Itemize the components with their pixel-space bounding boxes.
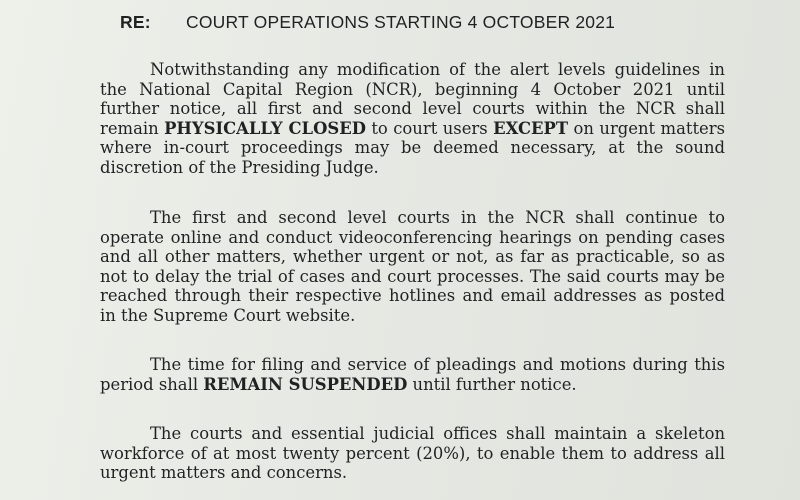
paragraph-skeleton-workforce	[100, 424, 725, 483]
re-label: RE:	[120, 12, 151, 32]
text-segment: until further notice.	[407, 374, 577, 394]
paragraph-court-closure	[100, 60, 725, 177]
text-segment: The time for filing and service of pleadings and motions during this period shall	[100, 355, 725, 394]
subject-title: COURT OPERATIONS STARTING 4 OCTOBER 2021	[186, 12, 616, 32]
paragraph-online-operations	[100, 208, 725, 325]
emphasis-physically-closed: PHYSICALLY CLOSED	[164, 118, 366, 138]
text-segment: The first and second level courts in the NCR shall continue to operate online and conduct videoconferencing hearings on pending cases and all other matters, whether urgent or not, as far as practicable, so as not to delay the trial of cases and court processes. The said courts may be reached through their respective hotlines and email addresses as posted in the Supreme Court website.	[100, 208, 725, 325]
emphasis-remain-suspended: REMAIN SUSPENDED	[203, 374, 408, 394]
subject-line	[120, 12, 615, 33]
paragraph-filing-suspension	[100, 355, 725, 394]
text-segment: on urgent matters where in-court proceedings may be deemed necessary, at the sound discretion of the Presiding Judge.	[100, 118, 725, 177]
emphasis-except: EXCEPT	[493, 118, 569, 138]
text-segment: The courts and essential judicial offices shall maintain a skeleton workforce of at most twenty percent (20%), to enable them to address all urgent matters and concerns.	[100, 424, 725, 482]
text-segment: Notwithstanding any modification of the alert levels guidelines in the National Capital Region (NCR), beginning 4 October 2021 until further notice, all first and second level courts within the NCR shall remain	[100, 60, 725, 138]
text-segment: to court users	[365, 118, 494, 138]
